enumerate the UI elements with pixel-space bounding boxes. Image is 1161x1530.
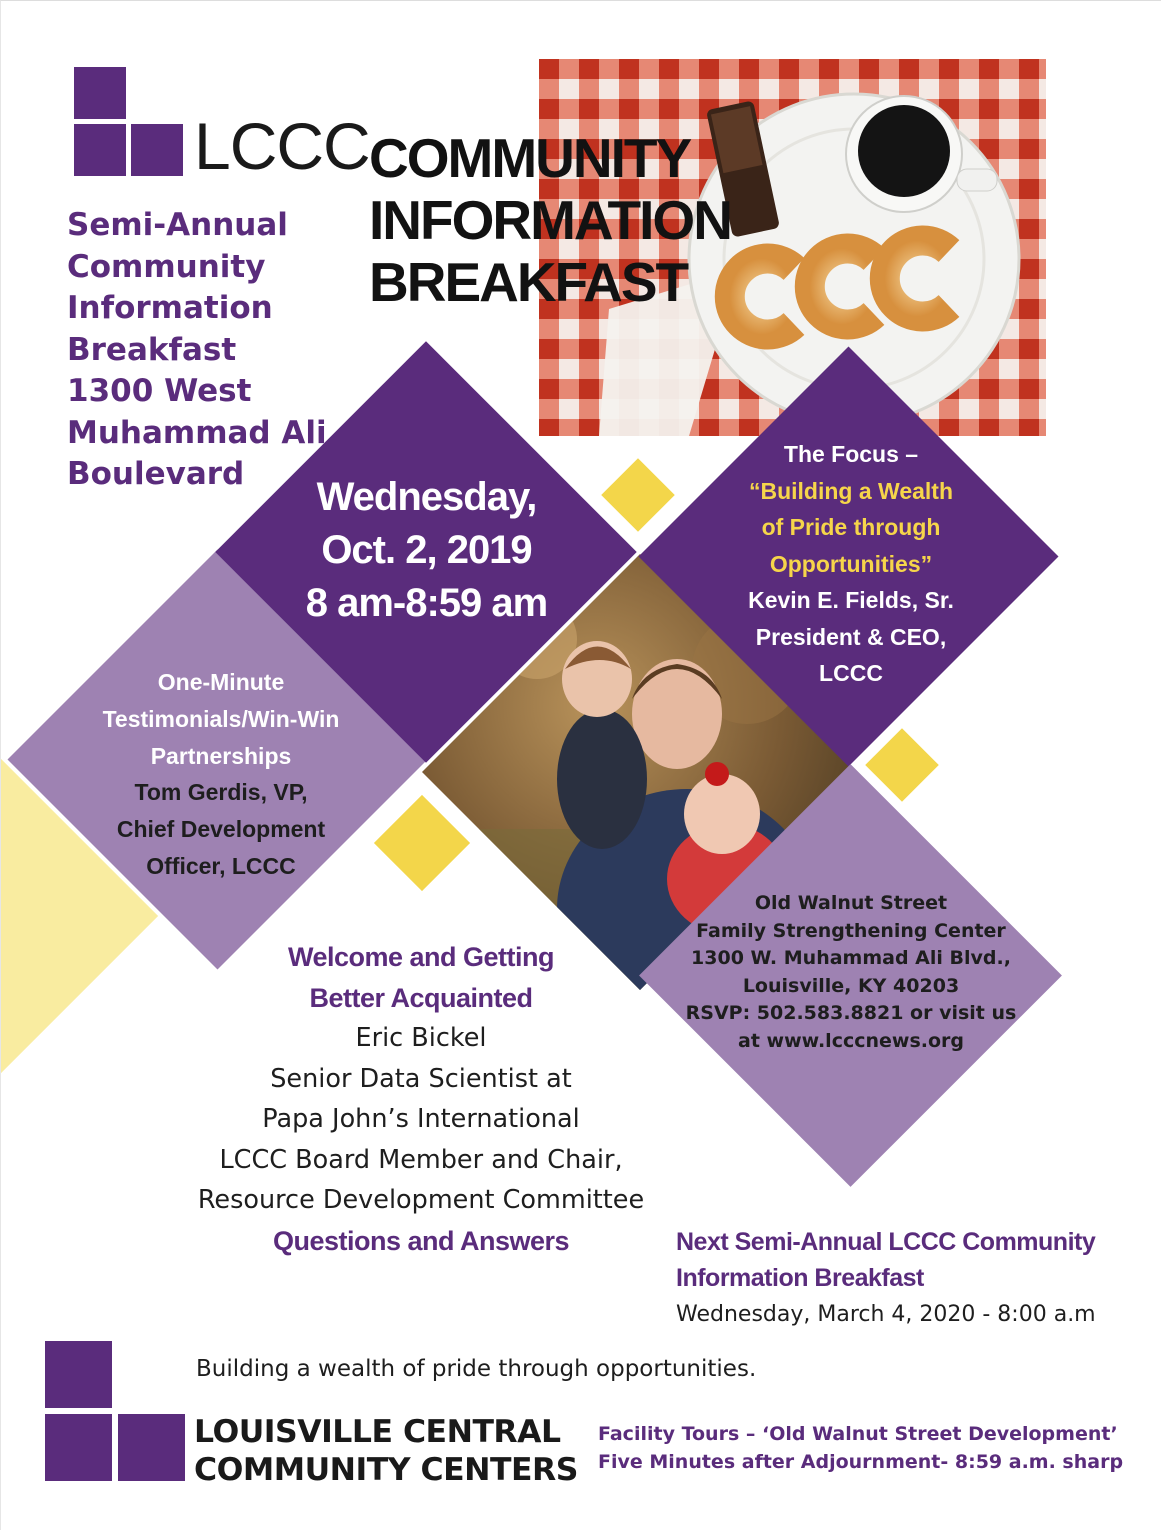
event-headline: [369, 127, 731, 313]
testimonials-speaker-line: Tom Gerdis, VP,: [134, 779, 308, 806]
headline-line-3: BREAKFAST: [369, 251, 688, 313]
speaker-name: Eric Bickel: [355, 1023, 487, 1053]
focus-quote-line: “Building a Wealth: [748, 477, 954, 504]
testimonials-block: [71, 664, 371, 885]
focus-quote-line: of Pride through: [761, 514, 941, 540]
headline-line-1: COMMUNITY: [369, 127, 691, 189]
organization-name: [194, 1413, 578, 1489]
next-event-title-line: Information Breakfast: [676, 1264, 924, 1292]
testimonials-title-line: Partnerships: [150, 742, 292, 769]
event-intro: [67, 205, 347, 496]
speaker-detail-line: Senior Data Scientist at: [270, 1063, 572, 1094]
event-date-block: [249, 471, 604, 630]
organization-name-line: COMMUNITY CENTERS: [194, 1452, 578, 1488]
focus-speaker-line: President & CEO,: [755, 623, 947, 650]
intro-line: Muhammad Ali: [67, 414, 327, 451]
logo-square-bottom-right: [131, 124, 183, 176]
focus-block: [691, 436, 1011, 692]
accent-diamond: [601, 458, 675, 532]
venue-subname: Family Strengthening Center: [696, 919, 1006, 942]
event-weekday: Wednesday,: [316, 475, 537, 519]
agenda-block: [171, 937, 671, 1261]
testimonials-speaker-line: Chief Development: [116, 816, 326, 843]
speaker-detail-line: Papa John’s International: [262, 1104, 580, 1134]
venue-city: Louisville, KY 40203: [742, 974, 960, 997]
intro-line: Boulevard: [67, 456, 245, 492]
focus-speaker-line: Kevin E. Fields, Sr.: [748, 587, 954, 613]
brand-name: LCCC: [194, 109, 370, 183]
intro-line: Breakfast: [67, 331, 237, 368]
focus-speaker-line: LCCC: [819, 660, 883, 686]
rsvp-line: RSVP: 502.583.8821 or visit us: [685, 1002, 1017, 1024]
footer-logo-square-bottom-left: [45, 1414, 112, 1481]
next-event-date: Wednesday, March 4, 2020 - 8:00 a.m: [676, 1302, 1096, 1327]
next-event-block: [676, 1224, 1096, 1334]
focus-title: The Focus –: [783, 441, 919, 467]
next-event-title-line: Next Semi-Annual LCCC Community: [676, 1228, 1096, 1256]
testimonials-speaker-line: Officer, LCCC: [146, 852, 296, 879]
venue-address-block: [681, 890, 1021, 1055]
agenda-heading-line: Better Acquainted: [309, 982, 533, 1013]
tours-line: Five Minutes after Adjournment- 8:59 a.m. sharp: [598, 1450, 1124, 1473]
venue-name: Old Walnut Street: [754, 892, 948, 914]
facility-tours-note: [598, 1421, 1123, 1476]
intro-line: Semi-Annual: [67, 207, 288, 243]
intro-line: Information: [67, 290, 273, 326]
focus-quote-line: Opportunities”: [769, 550, 933, 577]
tours-line: Facility Tours – ‘Old Walnut Street Development’: [598, 1423, 1118, 1445]
logo-square-top: [74, 67, 126, 119]
testimonials-title-line: Testimonials/Win-Win: [102, 705, 340, 732]
event-time: 8 am-8:59 am: [305, 581, 548, 625]
organization-name-line: LOUISVILLE CENTRAL: [194, 1414, 561, 1450]
website-line: at www.lcccnews.org: [738, 1029, 964, 1052]
footer-logo-square-top: [45, 1341, 112, 1408]
headline-line-2: INFORMATION: [369, 189, 731, 251]
intro-line: Community: [67, 248, 266, 285]
footer-logo-square-bottom-right: [118, 1414, 185, 1481]
logo-square-bottom-left: [74, 124, 126, 176]
venue-street: 1300 W. Muhammad Ali Blvd.,: [691, 947, 1011, 969]
speaker-detail-line: Resource Development Committee: [197, 1185, 645, 1215]
testimonials-title-line: One-Minute: [157, 669, 285, 695]
event-date: Oct. 2, 2019: [321, 528, 532, 572]
intro-line: 1300 West: [67, 373, 252, 409]
qa-heading: Questions and Answers: [272, 1225, 570, 1256]
speaker-detail-line: LCCC Board Member and Chair,: [219, 1144, 623, 1175]
footer-tagline: Building a wealth of pride through opportunities.: [196, 1356, 757, 1382]
agenda-heading-line: Welcome and Getting: [287, 942, 555, 972]
